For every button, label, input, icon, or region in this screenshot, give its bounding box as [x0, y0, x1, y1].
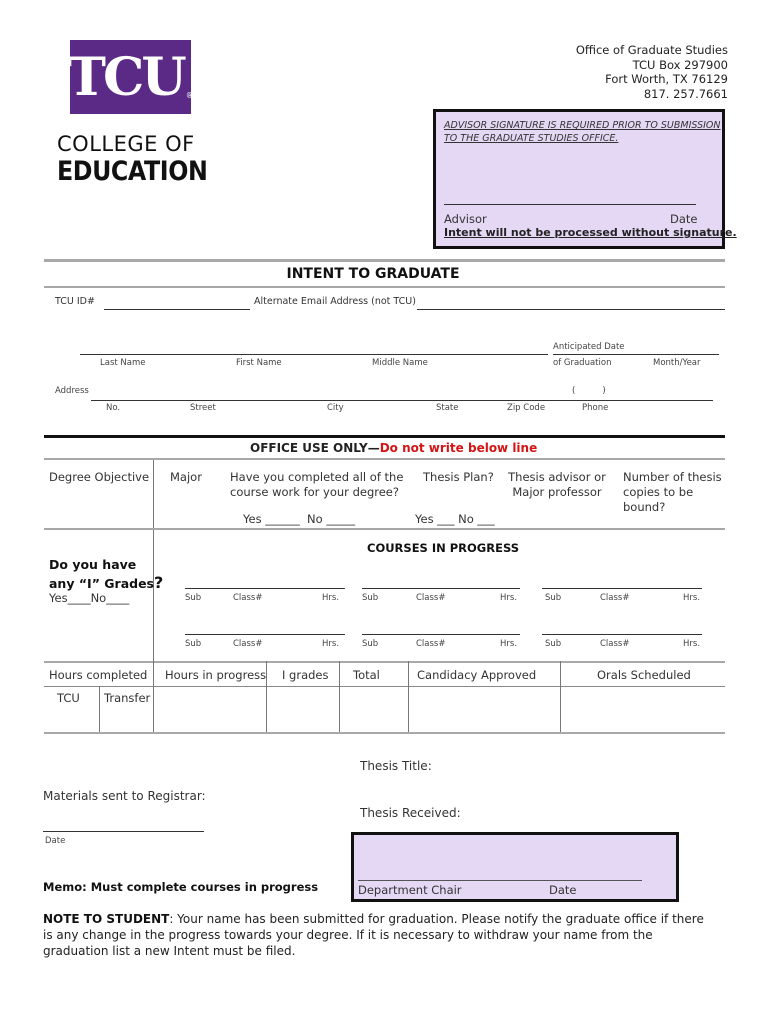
course-line[interactable]	[362, 634, 520, 635]
phone-area-code: ( )	[572, 386, 606, 396]
orals-scheduled-label: Orals Scheduled	[597, 668, 691, 682]
note-text-2: is any change in the progress towards your degree. If it is necessary to withdraw your name from the	[43, 928, 653, 942]
course-line[interactable]	[185, 588, 345, 589]
hours-divider	[408, 661, 409, 734]
course-line[interactable]	[362, 588, 520, 589]
registered-mark: ®	[185, 91, 194, 100]
i-grades-text: any “I” Grades	[49, 576, 154, 591]
of-graduation-label: of Graduation	[553, 358, 612, 368]
hours-divider	[339, 661, 340, 734]
course-sub-label: Sub	[545, 639, 562, 649]
note-label: NOTE TO STUDENT	[43, 912, 170, 926]
name-field[interactable]	[80, 354, 548, 355]
college-name-line2: EDUCATION	[57, 156, 208, 187]
office-address	[576, 43, 728, 101]
hours-completed-label: Hours completed	[49, 668, 148, 682]
hours-divider	[99, 686, 100, 734]
note-line-1	[43, 911, 733, 927]
address-phone-label: Phone	[582, 403, 609, 413]
degree-objective-label: Degree Objective	[49, 470, 150, 484]
candidacy-approved-label: Candidacy Approved	[417, 668, 537, 682]
course-hrs-label: Hrs.	[683, 639, 701, 649]
course-class-label: Class#	[600, 639, 630, 649]
course-hrs-label: Hrs.	[500, 639, 518, 649]
total-label: Total	[353, 668, 380, 682]
course-sub-label: Sub	[362, 593, 379, 603]
course-line[interactable]	[542, 634, 702, 635]
hours-divider	[153, 661, 154, 734]
office-use-divider-2	[44, 458, 725, 460]
course-class-label: Class#	[600, 593, 630, 603]
note-text-3: graduation list a new Intent must be filed.	[43, 944, 296, 958]
courses-in-progress-title: COURSES IN PROGRESS	[367, 541, 519, 555]
graduation-date-field[interactable]	[553, 354, 719, 355]
tcu-hours-label: TCU	[57, 691, 80, 705]
thesis-plan-label: Thesis Plan?	[423, 470, 494, 484]
title-divider-top	[44, 259, 725, 262]
i-grades-qmark: ?	[154, 573, 164, 592]
course-hrs-label: Hrs.	[683, 593, 701, 603]
i-grades-question-2	[49, 573, 163, 592]
course-hrs-label: Hrs.	[322, 593, 340, 603]
address-field[interactable]	[91, 400, 713, 401]
tcu-id-label: TCU ID#	[55, 296, 95, 307]
advisor-label: Advisor	[444, 212, 487, 226]
office-use-warning: Do not write below line	[379, 441, 538, 455]
i-grades-question-1: Do you have	[49, 557, 137, 572]
form-title: INTENT TO GRADUATE	[286, 266, 460, 282]
department-chair-label: Department Chair	[358, 883, 462, 897]
materials-date-label: Date	[45, 836, 66, 846]
table-bottom-border	[44, 732, 725, 734]
course-sub-label: Sub	[362, 639, 379, 649]
course-sub-label: Sub	[185, 593, 202, 603]
thesis-received-label: Thesis Received:	[360, 806, 461, 820]
i-grades-yes-no: Yes____No____	[49, 591, 130, 605]
address-street-label: Street	[190, 403, 216, 413]
thesis-copies-label: Number of thesis copies to be bound?	[623, 470, 722, 514]
hours-header-underline	[44, 686, 725, 687]
course-sub-label: Sub	[185, 639, 202, 649]
note-text-1: : Your name has been submitted for graduation. Please notify the graduate office if there	[169, 912, 704, 926]
middle-name-label: Middle Name	[372, 358, 428, 368]
office-address-line: Fort Worth, TX 76129	[605, 72, 728, 86]
coursework-yes-no: Yes ______ No _____	[243, 512, 356, 526]
course-hrs-label: Hrs.	[500, 593, 518, 603]
hours-in-progress-label: Hours in progress	[165, 668, 267, 682]
alt-email-label: Alternate Email Address (not TCU)	[254, 296, 416, 307]
thesis-advisor-label: Thesis advisor or Major professor	[508, 470, 606, 499]
hours-divider	[560, 661, 561, 734]
advisor-notice-line2: TO THE GRADUATE STUDIES OFFICE.	[444, 133, 619, 144]
course-line[interactable]	[542, 588, 702, 589]
transfer-hours-label: Transfer	[104, 691, 151, 705]
office-address-line: 817. 257.7661	[643, 86, 728, 101]
coursework-question: Have you completed all of the course work for your degree?	[230, 470, 404, 499]
first-name-label: First Name	[236, 358, 282, 368]
month-year-label: Month/Year	[653, 358, 701, 368]
course-line[interactable]	[185, 634, 345, 635]
title-divider-bottom	[44, 286, 725, 288]
course-class-label: Class#	[416, 593, 446, 603]
department-chair-date-label: Date	[549, 883, 577, 897]
table-divider	[153, 530, 154, 661]
advisor-date-label: Date	[670, 212, 698, 226]
thesis-title-label: Thesis Title:	[360, 759, 432, 773]
tcu-logo	[67, 40, 194, 114]
row-divider	[44, 661, 725, 663]
course-class-label: Class#	[233, 593, 263, 603]
major-label: Major	[170, 470, 202, 484]
table-divider	[153, 460, 154, 530]
office-use-divider	[44, 435, 725, 438]
course-sub-label: Sub	[545, 593, 562, 603]
course-hrs-label: Hrs.	[322, 639, 340, 649]
office-address-line: TCU Box 297900	[632, 57, 728, 72]
materials-sent-label: Materials sent to Registrar:	[43, 789, 206, 803]
office-use-heading	[250, 441, 537, 455]
thesis-plan-yes-no: Yes ___ No ___	[415, 512, 495, 526]
advisor-signature-line	[444, 204, 696, 205]
hours-divider	[266, 661, 267, 734]
last-name-label: Last Name	[100, 358, 146, 368]
department-chair-box[interactable]	[351, 832, 679, 902]
i-grades-label: I grades	[282, 668, 329, 682]
anticipated-date-label: Anticipated Date	[553, 342, 625, 352]
address-state-label: State	[436, 403, 459, 413]
address-zip-label: Zip Code	[507, 403, 546, 413]
course-class-label: Class#	[416, 639, 446, 649]
note-to-student	[43, 911, 733, 959]
course-class-label: Class#	[233, 639, 263, 649]
row-divider	[44, 528, 725, 530]
department-chair-signature-line	[358, 880, 642, 881]
college-name-line1: COLLEGE OF	[57, 132, 195, 156]
memo-text: Memo: Must complete courses in progress	[43, 880, 319, 894]
address-no-label: No.	[106, 403, 121, 413]
office-address-line: Office of Graduate Studies	[575, 43, 728, 57]
materials-date-line[interactable]	[43, 831, 204, 832]
office-use-title: OFFICE USE ONLY—	[250, 441, 380, 455]
alt-email-field[interactable]	[417, 309, 725, 310]
advisor-warning: Intent will not be processed without signature.	[444, 226, 737, 239]
address-city-label: City	[327, 403, 344, 413]
advisor-signature-box[interactable]	[433, 109, 737, 249]
tcu-logo-text: TCU	[67, 46, 184, 108]
address-label: Address	[55, 386, 89, 396]
tcu-id-field[interactable]	[104, 309, 250, 310]
advisor-notice-line1: ADVISOR SIGNATURE IS REQUIRED PRIOR TO SUBMISSION	[444, 120, 721, 131]
